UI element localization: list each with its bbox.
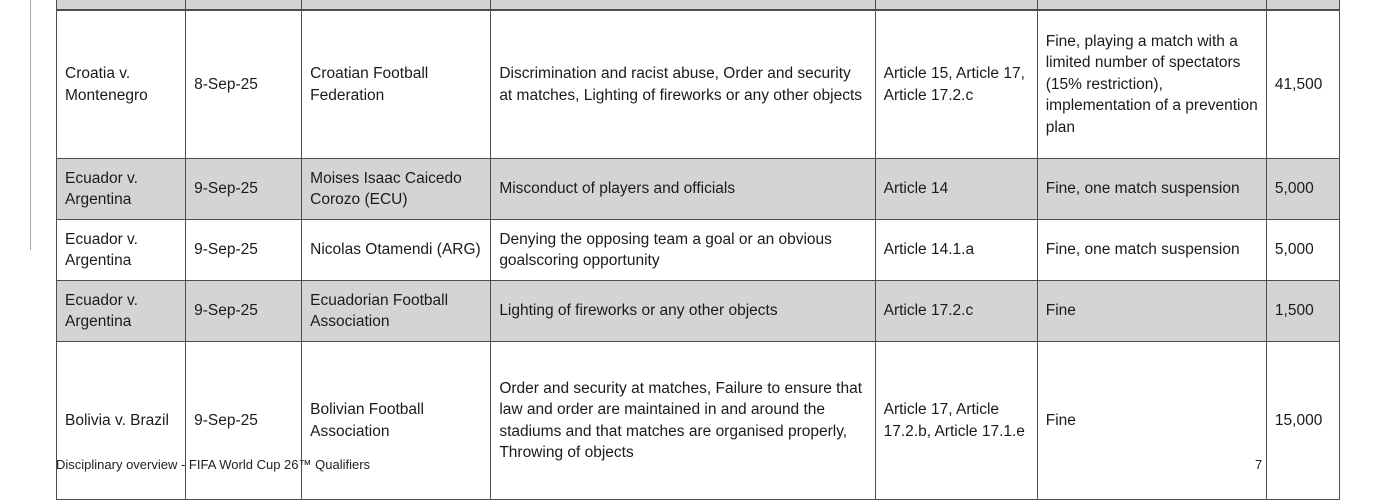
cell-offence: Denying the opposing team a goal or an obvious goalscoring opportunity bbox=[491, 220, 875, 281]
cell-amount: 5,000 bbox=[1266, 220, 1339, 281]
page-footer bbox=[56, 457, 1340, 472]
cell-offence: Discrimination and racist abuse, Order and security at matches, Lighting of fireworks or any other objects bbox=[491, 10, 875, 159]
table-row bbox=[57, 220, 1340, 281]
cell-match: Ecuador v. Argentina bbox=[57, 281, 186, 342]
cell-date: 9-Sep-25 bbox=[186, 220, 302, 281]
cell-match: Bolivia v. Brazil bbox=[57, 342, 186, 500]
cell-entity: Ecuadorian Football Association bbox=[302, 281, 491, 342]
table-row-partial bbox=[57, 0, 1340, 10]
cell-amount: 1,500 bbox=[1266, 281, 1339, 342]
cell-sanction: Fine, playing a match with a limited number of spectators (15% restriction), implementation of a prevention plan bbox=[1037, 10, 1266, 159]
page-edge-line bbox=[30, 0, 31, 250]
cell-empty bbox=[875, 0, 1037, 10]
table-row bbox=[57, 281, 1340, 342]
cell-articles: Article 14 bbox=[875, 159, 1037, 220]
cell-match: Croatia v. Montenegro bbox=[57, 10, 186, 159]
cell-offence: Misconduct of players and officials bbox=[491, 159, 875, 220]
cell-sanction: Fine bbox=[1037, 281, 1266, 342]
cell-empty bbox=[186, 0, 302, 10]
page-number: 7 bbox=[1255, 457, 1263, 472]
table-row bbox=[57, 342, 1340, 500]
cell-match: Ecuador v. Argentina bbox=[57, 220, 186, 281]
cell-offence: Lighting of fireworks or any other objects bbox=[491, 281, 875, 342]
cell-amount: 15,000 bbox=[1266, 342, 1339, 500]
cell-match: Ecuador v. Argentina bbox=[57, 159, 186, 220]
footer-title: Disciplinary overview - FIFA World Cup 26™ Qualifiers bbox=[56, 457, 371, 472]
cell-empty bbox=[57, 0, 186, 10]
cell-amount: 5,000 bbox=[1266, 159, 1339, 220]
cell-entity: Bolivian Football Association bbox=[302, 342, 491, 500]
cell-sanction: Fine, one match suspension bbox=[1037, 159, 1266, 220]
cell-articles: Article 14.1.a bbox=[875, 220, 1037, 281]
cell-empty bbox=[491, 0, 875, 10]
cell-empty bbox=[302, 0, 491, 10]
cell-empty bbox=[1037, 0, 1266, 10]
cell-sanction: Fine, one match suspension bbox=[1037, 220, 1266, 281]
cell-articles: Article 17, Article 17.2.b, Article 17.1.e bbox=[875, 342, 1037, 500]
cell-date: 9-Sep-25 bbox=[186, 281, 302, 342]
cell-amount: 41,500 bbox=[1266, 10, 1339, 159]
cell-articles: Article 15, Article 17, Article 17.2.c bbox=[875, 10, 1037, 159]
disciplinary-table bbox=[56, 0, 1340, 500]
cell-articles: Article 17.2.c bbox=[875, 281, 1037, 342]
cell-offence: Order and security at matches, Failure to ensure that law and order are maintained in and around the stadiums and that matches are organised properly, Throwing of objects bbox=[491, 342, 875, 500]
cell-sanction: Fine bbox=[1037, 342, 1266, 500]
cell-date: 9-Sep-25 bbox=[186, 342, 302, 500]
cell-entity: Nicolas Otamendi (ARG) bbox=[302, 220, 491, 281]
cell-date: 9-Sep-25 bbox=[186, 159, 302, 220]
cell-entity: Moises Isaac Caicedo Corozo (ECU) bbox=[302, 159, 491, 220]
cell-entity: Croatian Football Federation bbox=[302, 10, 491, 159]
table-row bbox=[57, 159, 1340, 220]
cell-empty bbox=[1266, 0, 1339, 10]
cell-date: 8-Sep-25 bbox=[186, 10, 302, 159]
table-row bbox=[57, 10, 1340, 159]
